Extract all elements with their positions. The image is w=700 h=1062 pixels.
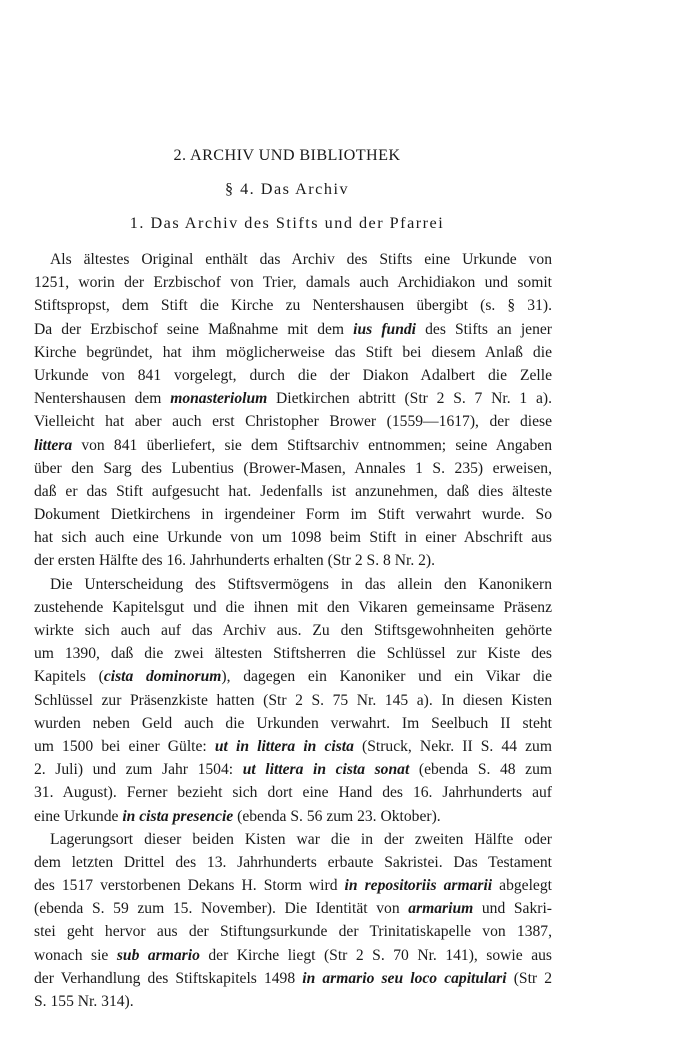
text-line: um 1500 bei einer Gülte: ut in littera in cista (Struck, Nekr. II S. 44 zum (34, 737, 552, 755)
latin-term: ut in littera in cista (214, 737, 354, 755)
text-line: hat sich auch eine Urkunde von um 1098 beim Stift in einer Abschrift aus (34, 529, 552, 547)
text-line: S. 155 Nr. 314). (34, 993, 134, 1010)
text-line: um 1390, daß die zwei ältesten Stiftsherren die Schlüssel zur Kiste des (34, 645, 552, 663)
text-line: wirkte sich auch auf das Archiv aus. Zu den Stiftsgewohnheiten gehörte (34, 622, 552, 639)
text-line: Da der Erzbischof seine Maßnahme mit dem ius fundi des Stifts an jener (34, 320, 552, 338)
text-line: über den Sarg des Lubentius (Brower-Masen, Annales 1 S. 235) erweisen, (34, 459, 552, 477)
latin-term: ut littera in cista sonat (242, 761, 410, 779)
section-heading: § 4. Das Archiv (224, 180, 350, 198)
text-line: der ersten Hälfte des 16. Jahrhunderts erhalten (Str 2 S. 8 Nr. 2). (34, 552, 435, 570)
text-line: eine Urkunde in cista presencie (ebenda S. 56 zum 23. Oktober). (34, 807, 441, 825)
latin-term: armarium (408, 900, 474, 918)
text-line: wonach sie sub armario der Kirche liegt (Str 2 S. 70 Nr. 141), sowie aus (34, 946, 552, 964)
text-line: 2. Juli) und zum Jahr 1504: ut littera in cista sonat (ebenda S. 48 zum (34, 761, 553, 779)
text-line: dem letzten Drittel des 13. Jahrhunderts erbaute Sakristei. Das Testament (34, 853, 552, 871)
text-line: 31. August). Ferner bezieht sich dort eine Hand des 16. Jahrhunderts auf (34, 784, 552, 802)
text-line: littera von 841 überliefert, sie dem Stiftsarchiv entnommen; seine Angaben (34, 436, 552, 454)
latin-term: cista dominorum (103, 668, 222, 686)
text-line: Dokument Dietkirchens in irgendeiner Form im Stift verwahrt wurde. So (34, 506, 552, 524)
text-line: Schlüssel zur Präsenzkiste hatten (Str 2 S. 75 Nr. 145 a). In diesen Kisten (34, 691, 552, 709)
text-line: (ebenda S. 59 zum 15. November). Die Identität von armarium und Sakri- (34, 900, 552, 918)
chapter-heading: 2. ARCHIV UND BIBLIOTHEK (173, 146, 401, 164)
text-line: Kirche begründet, hat ihm möglicherweise das Stift bei diesem Anlaß die (34, 343, 552, 361)
text-line: zustehende Kapitelsgut und die ihnen mit den Vikaren gemeinsame Präsenz (34, 598, 552, 616)
subsection-heading: 1. Das Archiv des Stifts und der Pfarrei (129, 214, 445, 232)
text-line: Stiftspropst, dem Stift die Kirche zu Nentershausen übergibt (s. § 31). (34, 297, 552, 315)
text-line: Nentershausen dem monasteriolum Dietkirchen abtritt (Str 2 S. 7 Nr. 1 a). (34, 390, 552, 408)
text-line: Lagerungsort dieser beiden Kisten war die in der zweiten Hälfte oder (50, 830, 552, 848)
text-line: Kapitels (cista dominorum), dagegen ein Kanoniker und ein Vikar die (34, 668, 552, 686)
text-line: wurden neben Geld auch die Urkunden verwahrt. Im Seelbuch II steht (34, 714, 552, 732)
text-line: der Verhandlung des Stiftskapitels 1498 in armario seu loco capitulari (Str 2 (34, 969, 552, 987)
text-line: Die Unterscheidung des Stiftsvermögens in das allein den Kanonikern (50, 575, 552, 593)
latin-term: monasteriolum (170, 390, 268, 408)
latin-term: ius fundi (353, 320, 416, 338)
body-text (34, 248, 552, 1013)
text-line: Vielleicht hat aber auch erst Christopher Brower (1559—1617), der diese (34, 413, 552, 431)
latin-term: in repositoriis armarii (344, 877, 493, 895)
text-line: daß er das Stift aufgesucht hat. Jedenfalls ist anzunehmen, daß dies älteste (34, 482, 552, 500)
latin-term: in armario seu loco capitulari (302, 969, 507, 987)
text-line: des 1517 verstorbenen Dekans H. Storm wird in repositoriis armarii abgelegt (34, 877, 552, 895)
latin-term: in cista presencie (122, 807, 234, 825)
text-line: Als ältestes Original enthält das Archiv des Stifts eine Urkunde von (50, 251, 552, 268)
text-line: 1251, worin der Erzbischof von Trier, damals auch Archidiakon und somit (34, 274, 552, 292)
latin-term: sub armario (116, 946, 200, 964)
latin-term: littera (34, 436, 73, 454)
text-line: stei geht hervor aus der Stiftungsurkunde der Trinitatiskapelle von 1387, (34, 923, 552, 941)
text-line: Urkunde von 841 vorgelegt, durch die der Diakon Adalbert die Zelle (34, 366, 552, 384)
